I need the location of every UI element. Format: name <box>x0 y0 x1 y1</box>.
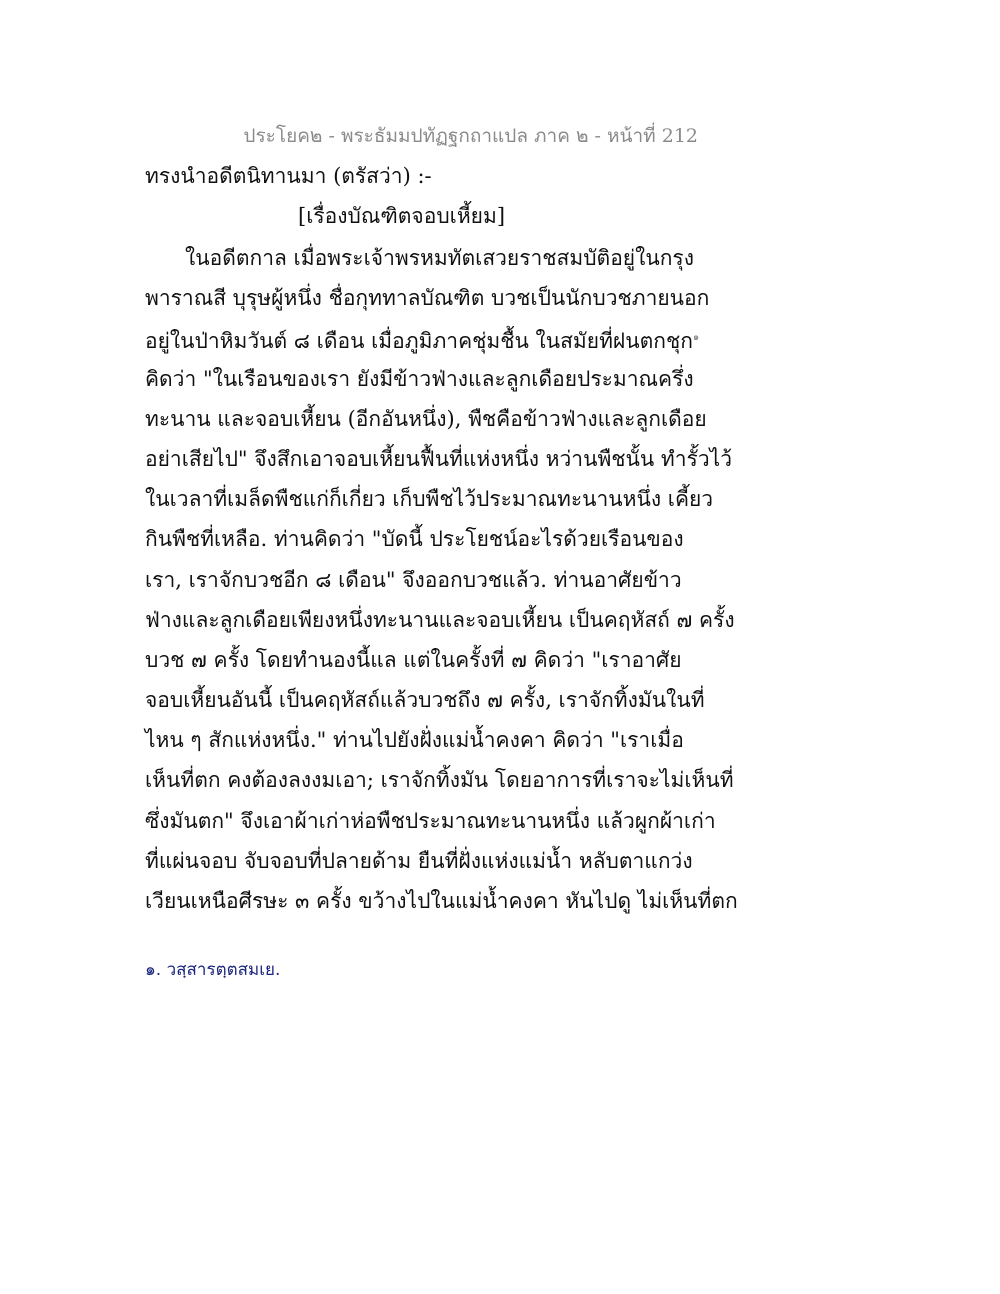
footnote: ๑. วสฺสารตฺตสมเย. <box>145 960 281 980</box>
body-line: ฟ่างและลูกเดือยเพียงหนึ่งทะนานและจอบเหี้ยน เป็นคฤหัสถ์ ๗ ครั้ง <box>145 607 735 632</box>
story-title: [เรื่องบัณฑิตจอบเหี้ยม] <box>298 204 506 228</box>
body-line: ที่แผ่นจอบ จับจอบที่ปลายด้าม ยืนที่ฝั่งแห่งแม่น้ำ หลับตาแกว่ง <box>145 848 693 873</box>
body-line: ในอดีตกาล เมื่อพระเจ้าพรหมทัตเสวยราชสมบัติอยู่ในกรุง <box>185 246 694 270</box>
body-line-text: อยู่ในป่าหิมวันต์ ๘ เดือน เมื่อภูมิภาคชุ่มชื้น ในสมัยที่ฝนตกชุก <box>145 329 693 354</box>
body-line: ซึ่งมันตก" จึงเอาผ้าเก่าห่อพืชประมาณทะนานหนึ่ง แล้วผูกผ้าเก่า <box>145 808 716 833</box>
body-line: จอบเหี้ยนอันนี้ เป็นคฤหัสถ์แล้วบวชถึง ๗ ครั้ง, เราจักทิ้งมันในที่ <box>145 688 705 713</box>
footnote-marker: ๑ <box>692 332 700 344</box>
body-text <box>145 238 738 921</box>
running-header: ประโยค๒ - พระธัมมปทัฏฐกถาแปล ภาค ๒ - หน้าที่ 212 <box>243 125 698 147</box>
body-line: ไหน ๆ สักแห่งหนึ่ง." ท่านไปยังฝั่งแม่น้ำคงคา คิดว่า "เราเมื่อ <box>145 728 684 753</box>
body-line: เวียนเหนือศีรษะ ๓ ครั้ง ขว้างไปในแม่น้ำคงคา หันไปดู ไม่เห็นที่ตก <box>145 889 738 913</box>
body-line: บวช ๗ ครั้ง โดยทำนองนี้แล แต่ในครั้งที่ ๗ คิดว่า "เราอาศัย <box>145 647 682 672</box>
body-line: พาราณสี บุรุษผู้หนึ่ง ชื่อกุททาลบัณฑิต บวชเป็นนักบวชภายนอก <box>145 286 710 311</box>
intro-line: ทรงนำอดีตนิทานมา (ตรัสว่า) :- <box>145 164 432 188</box>
body-line: เห็นที่ตก คงต้องลงงมเอา; เราจักทิ้งมัน โดยอาการที่เราจะไม่เห็นที่ <box>145 768 734 793</box>
body-line: คิดว่า "ในเรือนของเรา ยังมีข้าวฟ่างและลูกเดือยประมาณครึ่ง <box>145 366 694 391</box>
body-line: กินพืชที่เหลือ. ท่านคิดว่า "บัดนี้ ประโยชน์อะไรด้วยเรือนของ <box>145 527 684 552</box>
body-line: ในเวลาที่เมล็ดพืชแก่ก็เกี่ยว เก็บพืชไว้ประมาณทะนานหนึ่ง เคี้ยว <box>145 487 714 512</box>
body-line-with-footnote <box>145 318 705 358</box>
body-line: อย่าเสียไป" จึงสึกเอาจอบเหี้ยนฟื้นที่แห่งหนึ่ง หว่านพืชนั้น ทำรั้วไว้ <box>145 446 732 471</box>
body-line: เรา, เราจักบวชอีก ๘ เดือน" จึงออกบวชแล้ว. ท่านอาศัยข้าว <box>145 567 682 592</box>
body-line: ทะนาน และจอบเหี้ยน (อีกอันหนึ่ง), พืชคือข้าวฟ่างและลูกเดือย <box>145 406 707 431</box>
